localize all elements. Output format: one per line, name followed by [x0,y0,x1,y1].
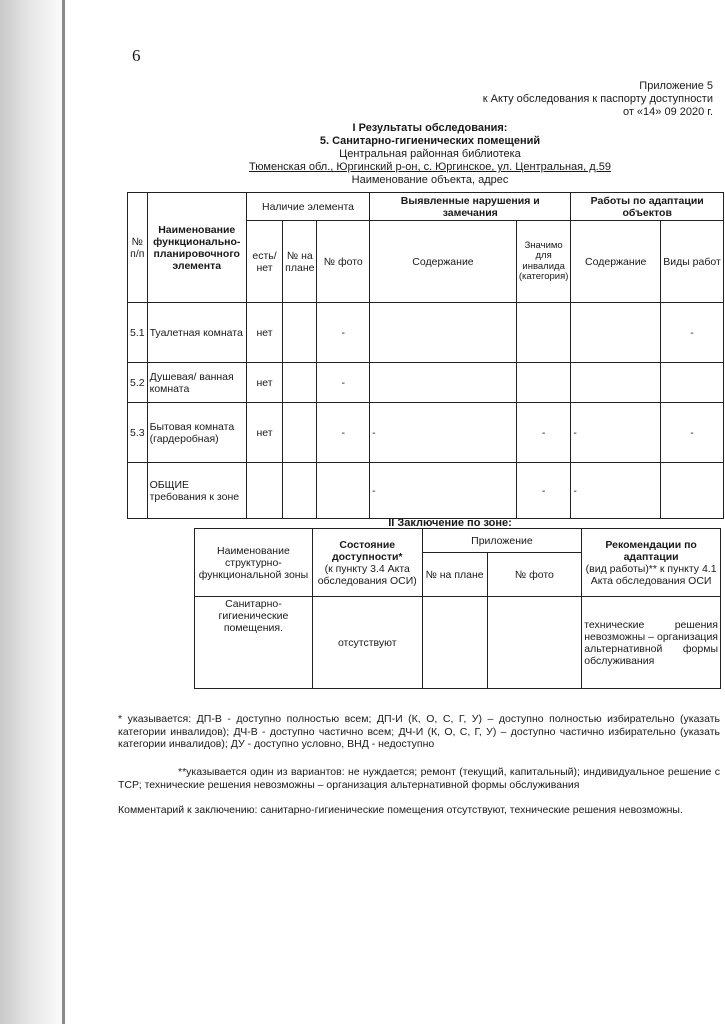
document-header [150,122,710,187]
table-row: 5.2 Душевая/ ванная комната нет - [128,363,724,403]
section-title: I Результаты обследования: [352,122,508,134]
results-table [127,192,724,519]
conclusion-header-photo: № фото [487,553,582,597]
appendix-reference [483,80,713,119]
header-presence: Наличие элемента [246,193,369,221]
header-num: № п/п [128,193,148,303]
header-content: Содержание [370,221,517,303]
appendix-line-1: Приложение 5 [639,80,713,92]
table-row: ОБЩИЕ требования к зоне - - - [128,463,724,519]
footnote-1: * указывается: ДП-В - доступно полностью всем; ДП-И (К, О, С, Г, У) – доступно полностью избирательно (указать категории инвалидов); ДЧ-В - доступно частично всем; ДЧ-И (К, О, С, Г, У) – доступно частично избирательно (указать категории инвалидов); ДУ - доступно условно, ВНД - недоступно [118,713,720,750]
conclusion-title: II Заключение по зоне: [388,517,512,529]
conclusion-header-appendix: Приложение [422,529,582,553]
conclusion-comment: Комментарий к заключению: санитарно-гигиенические помещения отсутствуют, технические решения невозможны. [118,804,683,816]
scan-binding-line [62,0,65,1024]
table-row: 5.1 Туалетная комната нет - - [128,303,724,363]
conclusion-table [194,528,721,689]
header-violations: Выявленные нарушения и замечания [370,193,571,221]
appendix-line-3: от «14» 09 2020 г. [622,106,713,118]
appendix-line-2: к Акту обследования к паспорту доступности [482,93,713,105]
header-work-types: Виды работ [661,221,724,303]
header-element-name: Наименование функционально-планировочного элемента [147,193,246,303]
conclusion-header-name: Наименование структурно-функциональной зоны [195,529,313,597]
object-name: Центральная районная библиотека [339,148,521,160]
subsection-title: 5. Санитарно-гигиенических помещений [319,135,541,147]
header-photo: № фото [317,221,370,303]
object-caption: Наименование объекта, адрес [351,174,509,186]
header-plan: № на плане [283,221,317,303]
conclusion-header-plan: № на плане [422,553,487,597]
header-works: Работы по адаптации объектов [571,193,724,221]
header-significant: Значимо для инвалида (категория) [516,221,571,303]
header-exists: есть/ нет [246,221,282,303]
scan-edge-shadow [0,0,70,1024]
page-number: 6 [132,46,141,65]
conclusion-header-state: Состояние доступности* (к пункту 3.4 Акта обследования ОСИ) [312,529,422,597]
table-row: Санитарно-гигиенические помещения. отсутствуют технические решения невозможны – организация альтернативной формы обслуживания [195,597,721,689]
conclusion-header-recommendations: Рекомендации по адаптации (вид работы)** к пункту 4.1 Акта обследования ОСИ [582,529,721,597]
object-address: Тюменская обл., Юргинский р-он, с. Юргинское, ул. Центральная, д.59 [249,161,611,173]
header-work-content: Содержание [571,221,661,303]
footnote-2: **указывается один из вариантов: не нуждается; ремонт (текущий, капитальный); индивидуальное решение с ТСР; технические решения невозможны – организация альтернативной формы обслуживания [118,766,720,791]
table-row: 5.3 Бытовая комната (гардеробная) нет - - - - - [128,403,724,463]
